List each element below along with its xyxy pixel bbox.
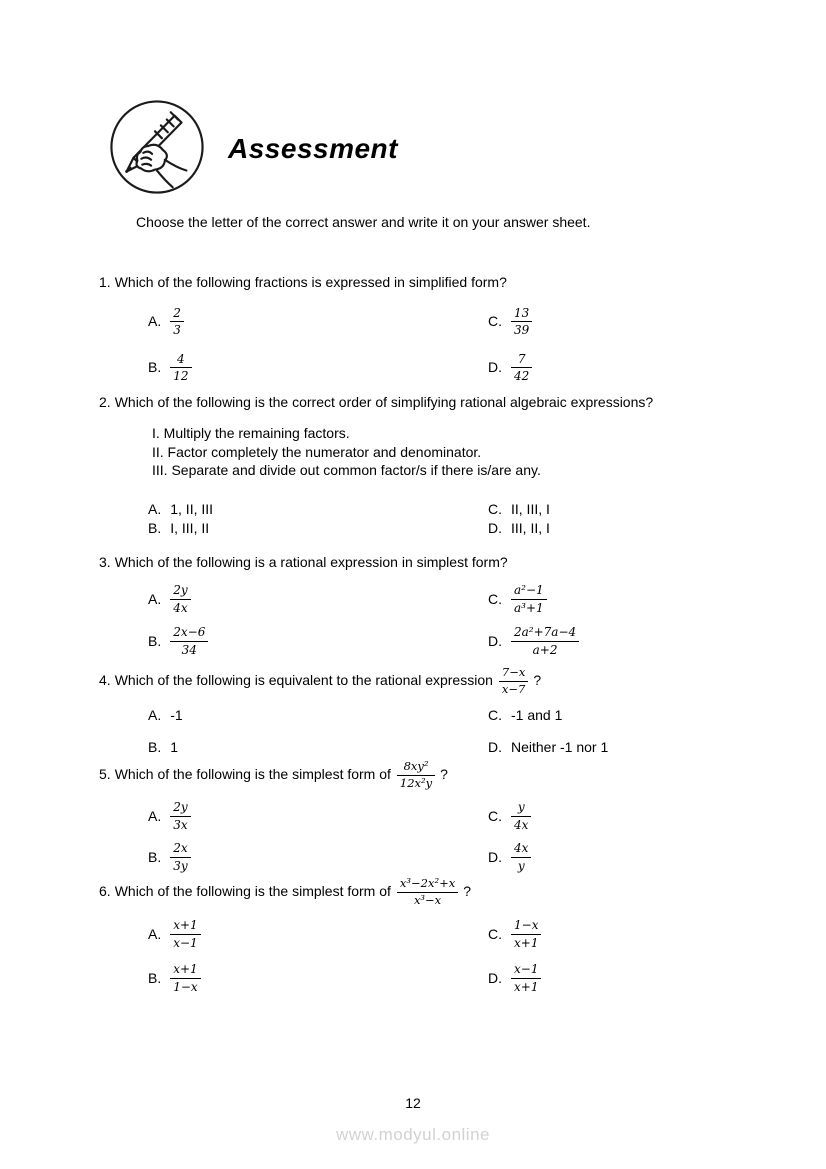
option-a bbox=[148, 706, 488, 725]
option-letter: C. bbox=[488, 590, 502, 607]
question-fraction bbox=[397, 760, 435, 790]
option-d bbox=[488, 622, 779, 660]
option-letter: C. bbox=[488, 707, 502, 724]
fraction-numerator: 13 bbox=[511, 306, 532, 322]
fraction-numerator: 2y bbox=[170, 800, 190, 816]
option-text: 1, II, III bbox=[170, 500, 214, 517]
step-item: II. Factor completely the numerator and denominator. bbox=[152, 443, 482, 460]
option-c bbox=[488, 580, 779, 618]
option-letter: A. bbox=[148, 500, 162, 517]
fraction-numerator: 4 bbox=[170, 352, 191, 368]
option-letter: C. bbox=[488, 807, 502, 824]
question-5 bbox=[99, 760, 779, 875]
option-fraction bbox=[511, 306, 532, 337]
option-letter: A. bbox=[148, 313, 162, 329]
watermark: www.modyul.online bbox=[335, 1125, 490, 1144]
fraction-denominator: a+2 bbox=[532, 642, 558, 657]
option-letter: D. bbox=[488, 848, 502, 865]
page-number: 12 bbox=[405, 1095, 421, 1111]
question-fraction bbox=[397, 877, 458, 907]
option-fraction bbox=[170, 918, 200, 949]
option-text: -1 bbox=[170, 707, 183, 724]
option-fraction bbox=[511, 800, 531, 831]
question-1 bbox=[99, 273, 779, 385]
option-fraction bbox=[170, 352, 191, 383]
option-c bbox=[488, 304, 779, 339]
option-text: Neither -1 nor 1 bbox=[511, 739, 609, 756]
option-letter: B. bbox=[148, 632, 162, 649]
fraction-denominator: 12 bbox=[173, 369, 189, 383]
question-number: 5. bbox=[99, 765, 111, 782]
fraction-denominator: 3x bbox=[173, 817, 188, 832]
fraction-numerator: x+1 bbox=[170, 918, 200, 934]
option-d bbox=[488, 519, 779, 538]
option-letter: A. bbox=[148, 925, 162, 942]
fraction-denominator: a³+1 bbox=[514, 600, 544, 615]
option-fraction bbox=[511, 583, 547, 614]
option-fraction bbox=[170, 306, 184, 337]
option-letter: B. bbox=[148, 519, 162, 536]
fraction-numerator: x+1 bbox=[170, 962, 200, 978]
option-d bbox=[488, 738, 779, 757]
option-fraction bbox=[170, 583, 190, 614]
option-letter: D. bbox=[488, 739, 502, 756]
fraction-numerator: 2y bbox=[170, 583, 190, 599]
question-3 bbox=[99, 553, 779, 660]
option-fraction bbox=[511, 918, 541, 949]
option-text: I, III, II bbox=[170, 519, 210, 536]
option-letter: A. bbox=[148, 707, 162, 724]
option-d bbox=[488, 350, 779, 385]
option-b bbox=[148, 622, 488, 660]
option-b bbox=[148, 519, 488, 538]
fraction-denominator: x−7 bbox=[501, 681, 526, 696]
question-text: 5. Which of the following is the simplest form of $\frac{\text{8xy²}}{\text{12x²y}}$ ? bbox=[99, 759, 448, 790]
fraction-numerator: 4x bbox=[511, 841, 531, 857]
option-letter: D. bbox=[488, 359, 502, 375]
fraction-numerator: 7 bbox=[511, 352, 532, 368]
fraction-denominator: 12x²y bbox=[399, 775, 433, 790]
option-fraction bbox=[511, 962, 541, 993]
fraction-numerator: 7−x bbox=[499, 666, 528, 682]
option-letter: D. bbox=[488, 969, 502, 986]
option-letter: B. bbox=[148, 969, 162, 986]
question-2 bbox=[99, 393, 779, 538]
fraction-denominator: 4x bbox=[173, 600, 188, 615]
option-text: -1 and 1 bbox=[511, 707, 563, 724]
option-b bbox=[148, 959, 488, 997]
option-a bbox=[148, 580, 488, 618]
option-text: III, II, I bbox=[511, 519, 550, 536]
fraction-denominator: 3y bbox=[173, 858, 188, 873]
option-b bbox=[148, 350, 488, 385]
option-text: II, III, I bbox=[511, 500, 550, 517]
option-letter: A. bbox=[148, 807, 162, 824]
question-number: 2. bbox=[99, 394, 111, 410]
fraction-denominator: 4x bbox=[514, 817, 529, 832]
question-fraction bbox=[499, 666, 528, 696]
option-letter: C. bbox=[488, 925, 502, 942]
fraction-denominator: 42 bbox=[514, 369, 530, 383]
question-text: 6. Which of the following is the simplest form of $\frac{\text{x³−2x²+x}}{\text{x³−x}}$ ? bbox=[99, 876, 471, 907]
option-fraction bbox=[511, 841, 531, 872]
options bbox=[148, 500, 779, 538]
question-number: 1. bbox=[99, 274, 111, 290]
page-title: Assessment bbox=[228, 133, 398, 164]
option-c bbox=[488, 706, 779, 725]
question-text: 1. Which of the following fractions is expressed in simplified form? bbox=[99, 274, 507, 290]
option-a bbox=[148, 500, 488, 519]
fraction-denominator: x+1 bbox=[514, 935, 539, 950]
option-fraction bbox=[170, 800, 190, 831]
roman-numeral-steps bbox=[152, 424, 779, 480]
option-letter: D. bbox=[488, 519, 502, 536]
option-text: 1 bbox=[170, 739, 179, 756]
option-a bbox=[148, 304, 488, 339]
option-letter: C. bbox=[488, 313, 502, 329]
option-b bbox=[148, 839, 488, 875]
fraction-numerator: y bbox=[511, 800, 531, 816]
option-fraction bbox=[170, 841, 190, 872]
option-fraction bbox=[511, 352, 532, 383]
option-c bbox=[488, 915, 779, 953]
question-6 bbox=[99, 877, 779, 997]
fraction-denominator: 3 bbox=[173, 323, 181, 337]
options bbox=[148, 580, 779, 660]
fraction-denominator: x+1 bbox=[514, 979, 539, 994]
option-c bbox=[488, 798, 779, 834]
fraction-numerator: 1−x bbox=[511, 918, 541, 934]
fraction-denominator: 34 bbox=[181, 642, 197, 657]
instruction-text: Choose the letter of the correct answer and write it on your answer sheet. bbox=[136, 214, 591, 230]
option-fraction bbox=[170, 962, 200, 993]
fraction-denominator: y bbox=[517, 858, 525, 873]
options bbox=[148, 304, 779, 385]
option-c bbox=[488, 500, 779, 519]
options bbox=[148, 915, 779, 997]
question-number: 3. bbox=[99, 554, 111, 570]
option-a bbox=[148, 915, 488, 953]
option-letter: B. bbox=[148, 848, 162, 865]
fraction-denominator: 1−x bbox=[173, 979, 198, 994]
fraction-numerator: x³−2x²+x bbox=[397, 877, 458, 893]
step-item: III. Separate and divide out common factor/s if there is/are any. bbox=[152, 462, 541, 478]
step-item: I. Multiply the remaining factors. bbox=[152, 425, 350, 441]
question-number: 6. bbox=[99, 882, 111, 899]
question-number: 4. bbox=[99, 671, 111, 688]
option-b bbox=[148, 738, 488, 757]
question-4 bbox=[99, 666, 779, 757]
option-letter: B. bbox=[148, 739, 162, 756]
question-text: 4. Which of the following is equivalent to the rational expression $\frac{7-x}{x-7}$ ? bbox=[99, 665, 542, 696]
options bbox=[148, 706, 779, 757]
option-letter: D. bbox=[488, 632, 502, 649]
fraction-denominator: x−1 bbox=[173, 935, 198, 950]
question-text: 2. Which of the following is the correct order of simplifying rational algebraic expressions? bbox=[99, 394, 654, 410]
fraction-numerator: a²−1 bbox=[511, 583, 547, 599]
option-letter: C. bbox=[488, 500, 502, 517]
option-d bbox=[488, 959, 779, 997]
options bbox=[148, 798, 779, 875]
fraction-numerator: 2x bbox=[170, 841, 190, 857]
option-fraction bbox=[170, 625, 208, 656]
fraction-numerator: x−1 bbox=[511, 962, 541, 978]
option-a bbox=[148, 798, 488, 834]
option-letter: B. bbox=[148, 359, 162, 375]
fraction-numerator: 2x−6 bbox=[170, 625, 208, 641]
fraction-numerator: 2a²+7a−4 bbox=[511, 625, 579, 641]
fraction-denominator: 39 bbox=[514, 323, 530, 337]
fraction-numerator: 2 bbox=[170, 306, 184, 322]
option-letter: A. bbox=[148, 590, 162, 607]
hand-writing-pencil-icon bbox=[108, 98, 206, 196]
option-fraction bbox=[511, 625, 579, 656]
fraction-denominator: x³−x bbox=[413, 892, 442, 907]
fraction-numerator: 8xy² bbox=[397, 760, 435, 776]
question-text: 3. Which of the following is a rational expression in simplest form? bbox=[99, 554, 508, 570]
option-d bbox=[488, 839, 779, 875]
